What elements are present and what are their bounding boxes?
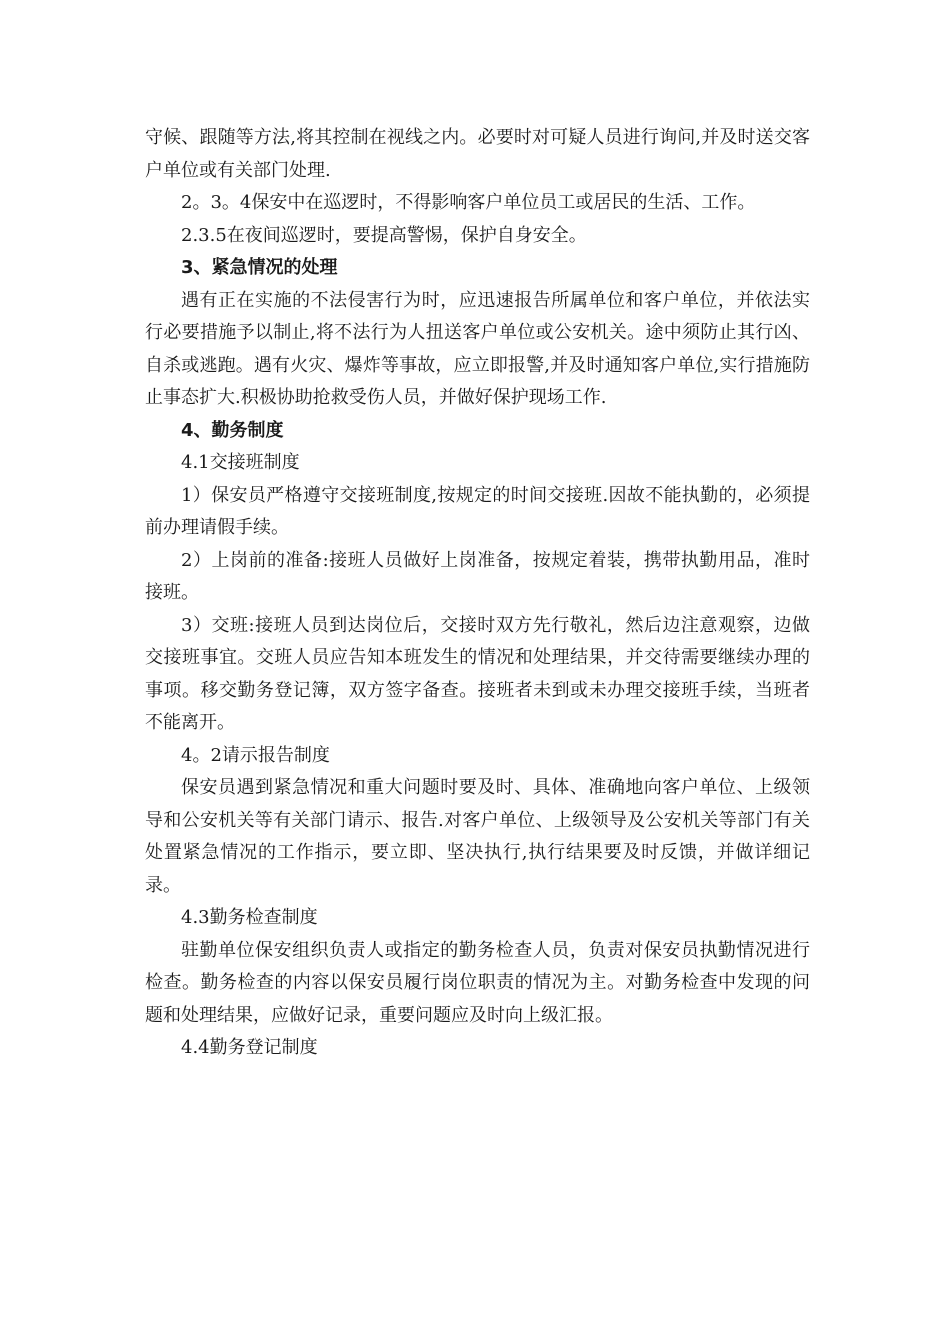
heading-duty-system: 4、勤务制度 (181, 419, 284, 441)
paragraph-handover-1: 1）保安员严格遵守交接班制度,按规定的时间交接班.因故不能执勤的，必须提前办理请假手续。 (145, 484, 810, 538)
paragraph-2-3-5: 2.3.5在夜间巡逻时，要提高警惕，保护自身安全。 (181, 224, 587, 246)
subheading-4-1: 4.1交接班制度 (181, 452, 300, 473)
heading-emergency-handling: 3、紧急情况的处理 (181, 257, 338, 278)
subheading-4-2: 4。2请示报告制度 (181, 744, 330, 766)
paragraph-2-3-4: 2。3。4保安中在巡逻时，不得影响客户单位员工或居民的生活、工作。 (181, 192, 756, 213)
paragraph-handover-2: 2）上岗前的准备:接班人员做好上岗准备，按规定着装，携带执勤用品，准时接班。 (145, 549, 810, 603)
paragraph-inspection: 驻勤单位保安组织负责人或指定的勤务检查人员，负责对保安员执勤情况进行检查。勤务检查的内容以保安员履行岗位职责的情况为主。对勤务检查中发现的问题和处理结果，应做好记录，重要问题应及时向上级汇报。 (145, 939, 810, 1026)
paragraph-handover-3: 3）交班:接班人员到达岗位后，交接时双方先行敬礼，然后边注意观察，边做交接班事宜。交班人员应告知本班发生的情况和处理结果，并交待需要继续办理的事项。移交勤务登记簿，双方签字备查。接班者未到或未办理交接班手续，当班者不能离开。 (145, 614, 810, 733)
paragraph-emergency: 遇有正在实施的不法侵害行为时，应迅速报告所属单位和客户单位，并依法实行必要措施予以制止,将不法行为人扭送客户单位或公安机关。途中须防止其行凶、自杀或逃跑。遇有火灾、爆炸等事故，应立即报警,并及时通知客户单位,实行措施防止事态扩大.积极协助抢救受伤人员，并做好保护现场工作. (145, 289, 810, 408)
subheading-4-4: 4.4勤务登记制度 (181, 1037, 318, 1058)
paragraph-continuation: 守候、跟随等方法,将其控制在视线之内。必要时对可疑人员进行询问,并及时送交客户单位或有关部门处理. (145, 127, 810, 181)
document-body (145, 122, 810, 1065)
paragraph-report: 保安员遇到紧急情况和重大问题时要及时、具体、准确地向客户单位、上级领导和公安机关等有关部门请示、报告.对客户单位、上级领导及公安机关等部门有关处置紧急情况的工作指示，要立即、坚决执行,执行结果要及时反馈，并做详细记录。 (145, 777, 810, 896)
subheading-4-3: 4.3勤务检查制度 (181, 907, 318, 928)
